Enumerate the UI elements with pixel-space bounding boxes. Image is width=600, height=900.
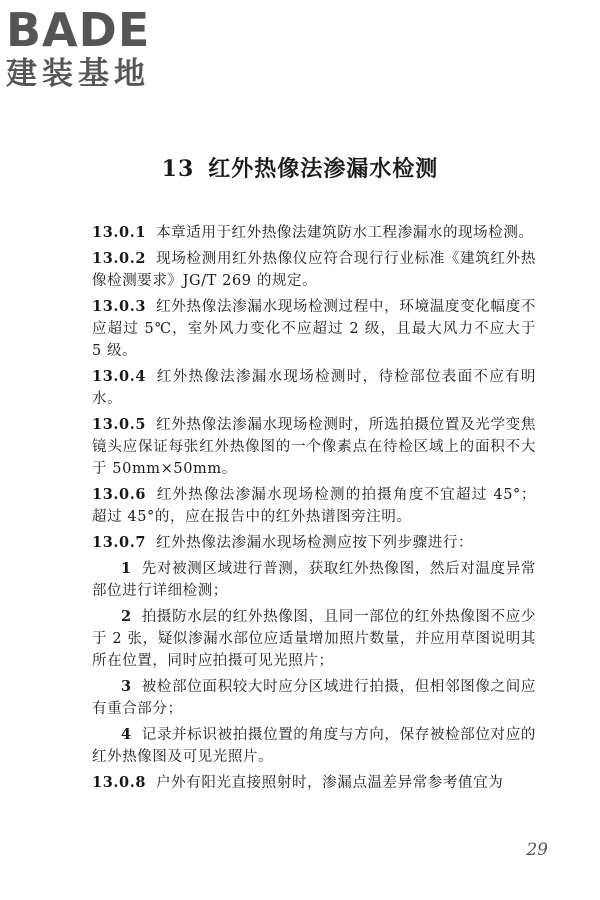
step-item-2	[92, 606, 536, 672]
chapter-title-text: 红外热像法渗漏水检测	[208, 156, 439, 182]
step-item-1	[92, 558, 536, 602]
logo-chinese-text: 建装基地	[6, 56, 150, 92]
logo-wordmark: BADE	[6, 3, 151, 57]
clause-number: 13.0.8	[92, 774, 147, 791]
logo	[6, 3, 181, 92]
clause-text: 红外热像法渗漏水现场检测应按下列步骤进行：	[156, 535, 474, 551]
clause-text: 户外有阳光直接照射时，渗漏点温差异常参考值宜为	[156, 775, 504, 791]
clause-text: 红外热像法渗漏水现场检测时，待检部位表面不应有明水。	[92, 369, 536, 407]
clause-13-0-6	[92, 484, 536, 528]
clause-text: 本章适用于红外热像法建筑防水工程渗漏水的现场检测。	[156, 225, 534, 241]
step-item-4	[92, 724, 536, 768]
chapter-number: 13	[161, 156, 195, 182]
clause-13-0-5	[92, 414, 536, 480]
clause-number: 13.0.4	[92, 368, 147, 385]
clause-text: 现场检测用红外热像仪应符合现行行业标准《建筑红外热像检测要求》JG/T 269 的规定。	[92, 251, 536, 289]
clause-text: 红外热像法渗漏水现场检测的拍摄角度不宜超过 45°；超过 45°的，应在报告中的红外热谱图旁注明。	[92, 487, 536, 525]
clause-13-0-2	[92, 248, 536, 292]
step-text: 先对被测区域进行普测，获取红外热像图，然后对温度异常部位进行详细检测；	[92, 561, 536, 599]
step-number: 1	[121, 560, 132, 577]
clause-number: 13.0.5	[92, 416, 147, 433]
step-text: 拍摄防水层的红外热像图，且同一部位的红外热像图不应少于 2 张，疑似渗漏水部位应适量增加照片数量，并应用草图说明其所在位置，同时应拍摄可见光照片；	[92, 609, 536, 669]
clause-number: 13.0.3	[92, 298, 147, 315]
clause-number: 13.0.6	[92, 486, 147, 503]
clause-number: 13.0.2	[92, 250, 147, 267]
clause-number: 13.0.1	[92, 224, 147, 241]
clause-13-0-8	[92, 772, 536, 794]
step-number: 4	[121, 726, 132, 743]
clause-13-0-4	[92, 366, 536, 410]
clause-13-0-7	[92, 532, 536, 554]
step-item-3	[92, 676, 536, 720]
step-text: 记录并标识被拍摄位置的角度与方向，保存被检部位对应的红外热像图及可见光照片。	[92, 727, 536, 765]
page-number: 29	[526, 840, 548, 860]
step-number: 2	[121, 608, 132, 625]
clause-13-0-1	[92, 222, 536, 244]
clause-text: 红外热像法渗漏水现场检测过程中，环境温度变化幅度不应超过 5℃，室外风力变化不应超过 2 级，且最大风力不应大于 5 级。	[92, 299, 536, 359]
step-text: 被检部位面积较大时应分区域进行拍摄，但相邻图像之间应有重合部分；	[92, 679, 536, 717]
clause-number: 13.0.7	[92, 534, 147, 551]
document-body	[92, 222, 536, 798]
clause-text: 红外热像法渗漏水现场检测时，所选拍摄位置及光学变焦镜头应保证每张红外热像图的一个像素点在待检区域上的面积不大于 50mm×50mm。	[92, 417, 536, 477]
clause-13-0-3	[92, 296, 536, 362]
chapter-title	[0, 152, 600, 183]
step-number: 3	[121, 678, 132, 695]
